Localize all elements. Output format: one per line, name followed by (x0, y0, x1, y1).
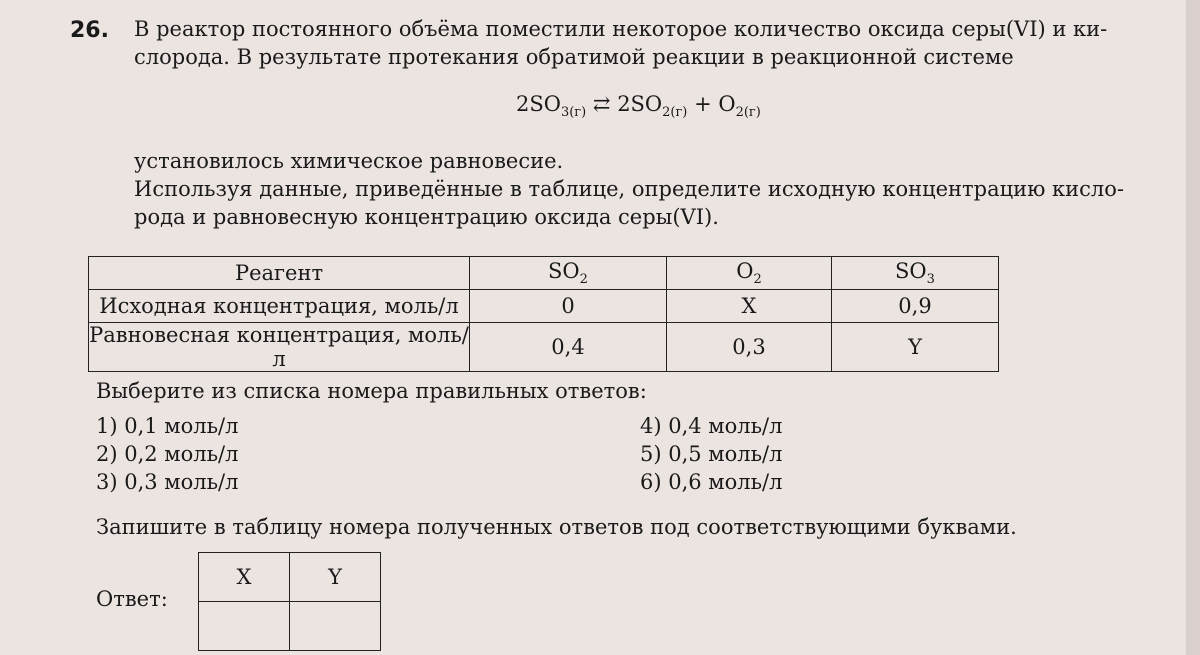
write-prompt: Запишите в таблицу номера полученных ответов под соответствующими буквами. (96, 515, 1017, 539)
header-so3: $SO_3$ (832, 257, 999, 290)
choose-prompt: Выберите из списка номера правильных ответов: (96, 379, 647, 403)
header-so2: $SO_2$ (470, 257, 667, 290)
eq-rhs2: O (718, 92, 736, 116)
option-6: 6) 0,6 моль/л (640, 470, 783, 494)
after-line-1: установилось химическое равновесие. (134, 149, 564, 173)
reaction-equation (516, 92, 761, 120)
header-reagent: Реагент (89, 257, 470, 290)
option-4: 4) 0,4 моль/л (640, 414, 783, 438)
page-edge (1186, 0, 1200, 655)
eq-rhs1-sub: 2(г) (662, 105, 688, 121)
answer-header-y: Y (290, 553, 381, 602)
after-line-3: рода и равновесную концентрацию оксида серы(VI). (134, 205, 719, 229)
option-5: 5) 0,5 моль/л (640, 442, 783, 466)
intro-line-1: В реактор постоянного объёма поместили некоторое количество оксида серы(VI) и ки- (134, 17, 1108, 41)
table-row (89, 323, 999, 372)
eq-plus: + (694, 92, 712, 116)
option-1: 1) 0,1 моль/л (96, 414, 239, 438)
answer-header-x: X (199, 553, 290, 602)
table-header-row (89, 257, 999, 290)
option-3: 3) 0,3 моль/л (96, 470, 239, 494)
cell-value: 0,9 (832, 290, 999, 323)
cell-value: 0,3 (667, 323, 832, 372)
answer-label: Ответ: (96, 587, 168, 611)
cell-value: 0,4 (470, 323, 667, 372)
answer-cell-y[interactable] (290, 602, 381, 651)
eq-rhs1: 2SO (617, 92, 663, 116)
after-line-2: Используя данные, приведённые в таблице, определите исходную концентрацию кисло- (134, 177, 1125, 201)
eq-rhs2-sub: 2(г) (735, 105, 761, 121)
cell-value: Y (832, 323, 999, 372)
table-row (89, 290, 999, 323)
equilibrium-arrow-icon: ⇄ (592, 92, 611, 116)
row-label: Исходная концентрация, моль/л (89, 290, 470, 323)
concentration-table (88, 256, 999, 372)
option-2: 2) 0,2 моль/л (96, 442, 239, 466)
cell-value: 0 (470, 290, 667, 323)
header-o2: $O_2$ (667, 257, 832, 290)
answer-cell-x[interactable] (199, 602, 290, 651)
answer-table (198, 552, 381, 651)
task-number: 26. (70, 18, 109, 43)
row-label: Равновесная концентрация, моль/л (89, 323, 469, 371)
intro-line-2: слорода. В результате протекания обратимой реакции в реакционной системе (134, 45, 1014, 69)
cell-value: X (667, 290, 832, 323)
eq-lhs: 2SO (516, 92, 561, 116)
eq-lhs-sub: 3(г) (560, 105, 587, 121)
